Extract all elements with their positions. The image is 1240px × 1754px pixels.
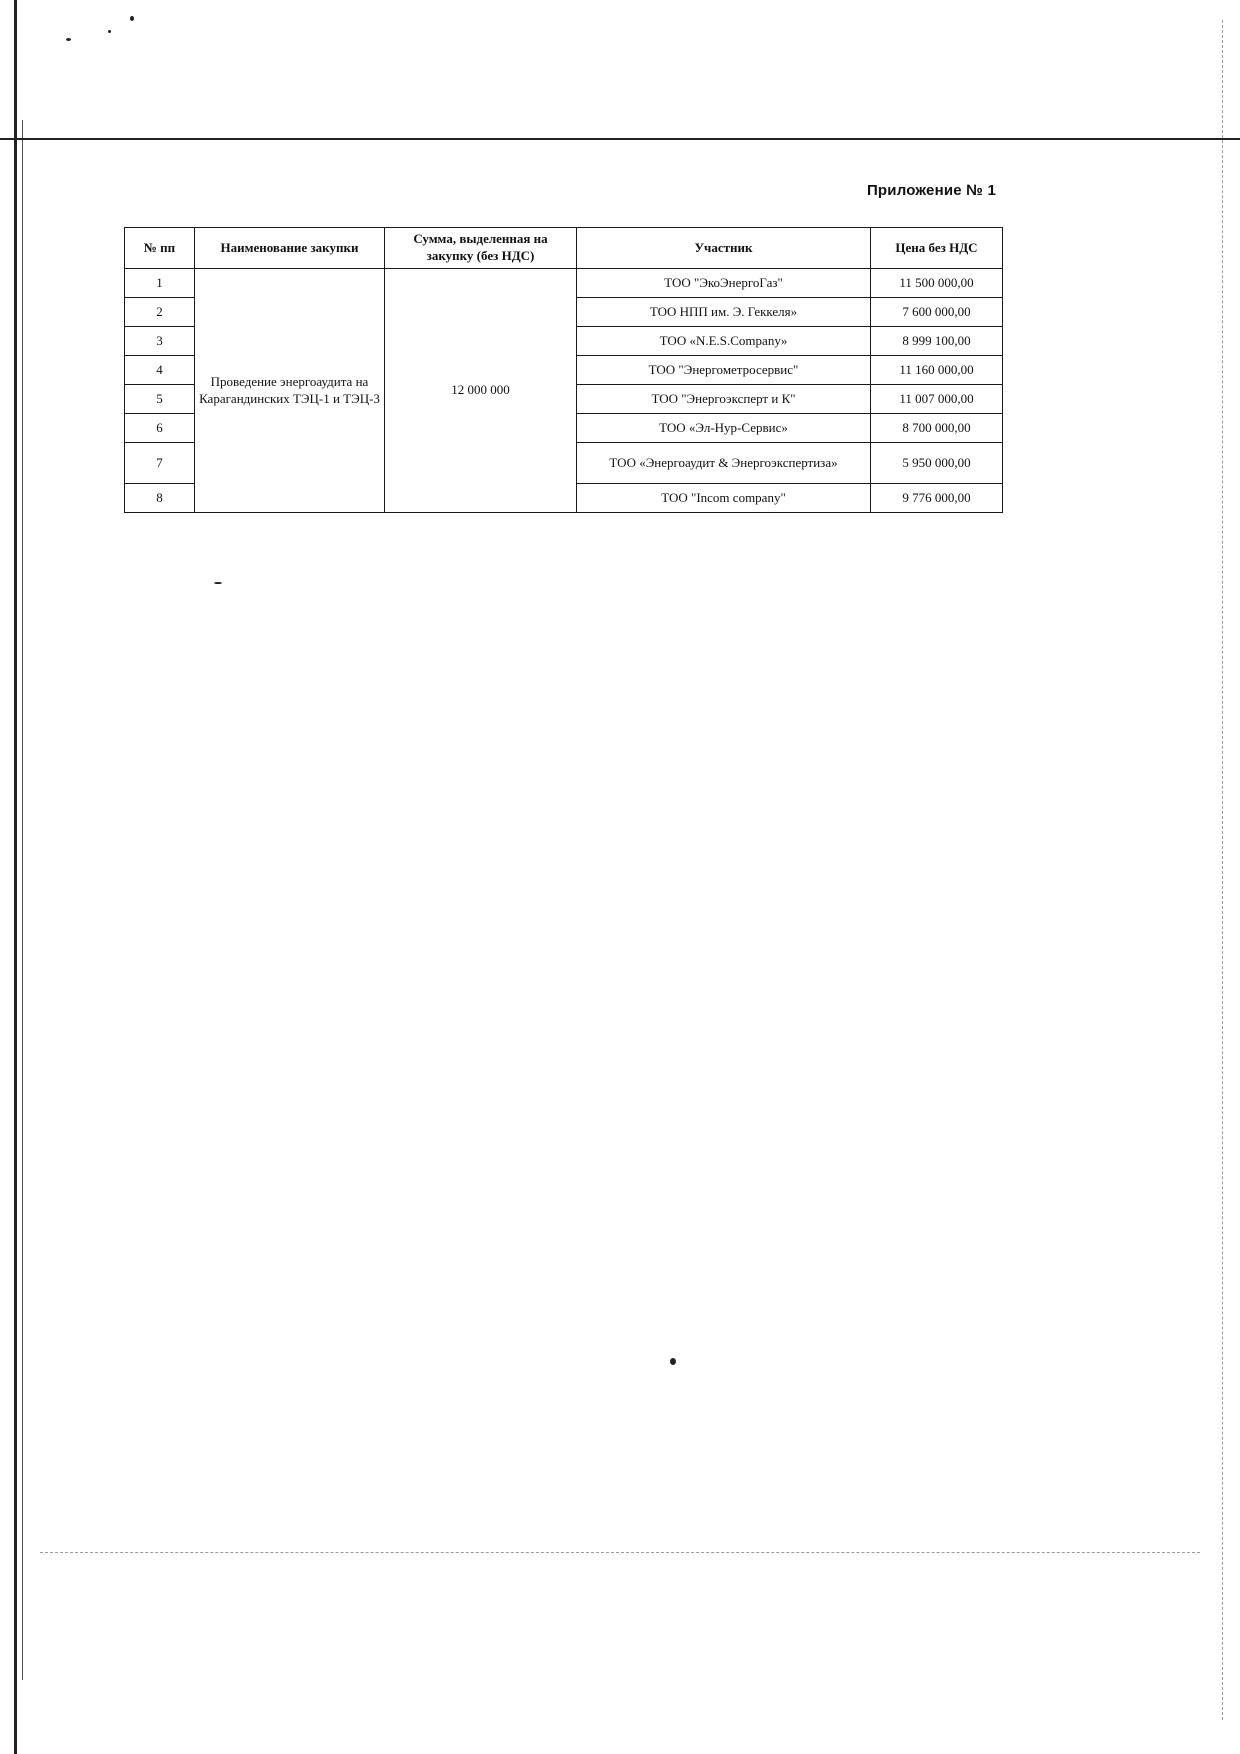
scan-speck — [66, 38, 71, 41]
procurement-table — [124, 227, 1003, 513]
header-participant: Участник — [577, 228, 871, 269]
price-cell: 8 999 100,00 — [871, 327, 1003, 356]
procurement-name-cell: Проведение энергоаудита на Карагандинских ТЭЦ-1 и ТЭЦ-3 — [195, 269, 385, 513]
scan-edge-line-inner — [22, 120, 23, 1680]
row-number: 5 — [125, 385, 195, 414]
header-price: Цена без НДС — [871, 228, 1003, 269]
participant-cell: ТОО "Incom company" — [577, 484, 871, 513]
row-number: 4 — [125, 356, 195, 385]
participant-cell: ТОО "Энергоэксперт и К" — [577, 385, 871, 414]
allocated-amount-cell: 12 000 000 — [385, 269, 577, 513]
price-cell: 11 500 000,00 — [871, 269, 1003, 298]
header-allocated-amount: Сумма, выделенная на закупку (без НДС) — [385, 228, 577, 269]
participant-cell: ТОО "Энергометросервис" — [577, 356, 871, 385]
table-row — [125, 269, 1003, 298]
scan-top-rule — [0, 138, 1240, 140]
price-cell: 8 700 000,00 — [871, 414, 1003, 443]
header-number: № пп — [125, 228, 195, 269]
scan-right-ticks — [1222, 20, 1229, 1720]
participant-cell: ТОО «N.E.S.Company» — [577, 327, 871, 356]
appendix-title: Приложение № 1 — [866, 182, 996, 199]
price-cell: 9 776 000,00 — [871, 484, 1003, 513]
table-header-row — [125, 228, 1003, 269]
scan-speck — [130, 16, 134, 21]
price-cell: 11 007 000,00 — [871, 385, 1003, 414]
participant-cell: ТОО «Энергоаудит & Энергоэкспертиза» — [577, 443, 871, 484]
price-cell: 7 600 000,00 — [871, 298, 1003, 327]
row-number: 3 — [125, 327, 195, 356]
price-cell: 11 160 000,00 — [871, 356, 1003, 385]
price-cell: 5 950 000,00 — [871, 443, 1003, 484]
participant-cell: ТОО «Эл-Нур-Сервис» — [577, 414, 871, 443]
scan-speck — [670, 1358, 676, 1365]
row-number: 6 — [125, 414, 195, 443]
participant-cell: ТОО "ЭкоЭнергоГаз" — [577, 269, 871, 298]
header-procurement-name: Наименование закупки — [195, 228, 385, 269]
scan-speck — [214, 582, 222, 584]
row-number: 2 — [125, 298, 195, 327]
scan-dotted-line — [40, 1552, 1200, 1553]
row-number: 7 — [125, 443, 195, 484]
participant-cell: ТОО НПП им. Э. Геккеля» — [577, 298, 871, 327]
scan-speck — [108, 30, 111, 33]
row-number: 1 — [125, 269, 195, 298]
scan-edge-line — [14, 0, 17, 1754]
row-number: 8 — [125, 484, 195, 513]
